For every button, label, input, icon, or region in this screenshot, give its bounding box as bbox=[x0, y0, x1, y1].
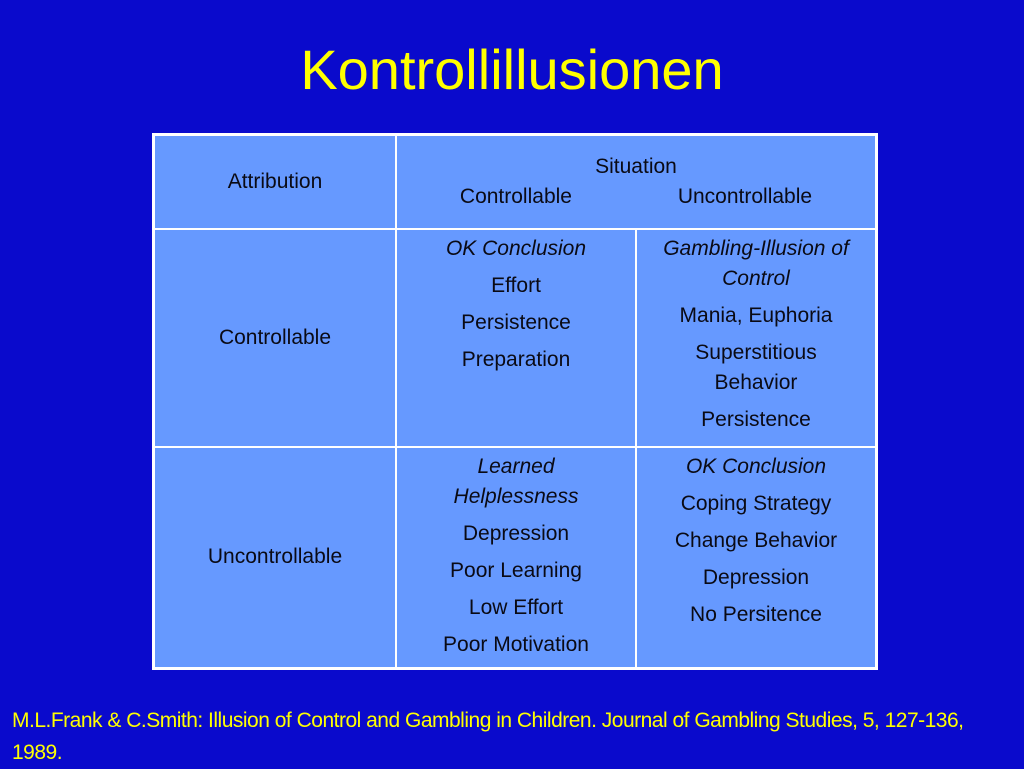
citation-footer: M.L.Frank & C.Smith: Illusion of Control and Gambling in Children. Journal of Gambling Studies, 5, 127-136, 1989. bbox=[12, 709, 964, 764]
cell-item: Mania, Euphoria bbox=[679, 303, 833, 327]
cell-item: Low Effort bbox=[468, 595, 564, 619]
situation-header-cell bbox=[396, 135, 877, 229]
table-header-row bbox=[154, 135, 877, 229]
cell-item: Poor Learning bbox=[450, 558, 582, 582]
row-label-controllable: Controllable bbox=[154, 229, 397, 447]
cell-item: Persistence bbox=[701, 407, 811, 431]
cell-heading: OK Conclusion bbox=[685, 454, 827, 478]
cell-item: Preparation bbox=[461, 347, 571, 371]
column-header-uncontrollable: Uncontrollable bbox=[677, 184, 813, 208]
cell-item: Persistence bbox=[461, 310, 571, 334]
attribution-situation-table bbox=[152, 133, 878, 670]
attribution-header-cell: Attribution bbox=[154, 135, 397, 229]
column-header-controllable: Controllable bbox=[459, 184, 572, 208]
table-row bbox=[154, 447, 877, 669]
cell-item: Poor Motivation bbox=[443, 632, 589, 656]
cell-heading: Learned Helplessness bbox=[453, 454, 579, 508]
situation-label: Situation bbox=[595, 154, 677, 178]
row-label-uncontrollable: Uncontrollable bbox=[154, 447, 397, 669]
cell-item: Depression bbox=[462, 521, 570, 545]
cell-item: Superstitious Behavior bbox=[695, 340, 817, 394]
slide-title: Kontrollillusionen bbox=[300, 38, 724, 101]
cell-item: Depression bbox=[702, 565, 810, 589]
cell-item: Effort bbox=[491, 273, 541, 297]
cell-item: Change Behavior bbox=[674, 528, 838, 552]
cell-item: Coping Strategy bbox=[680, 491, 832, 515]
table-row bbox=[154, 229, 877, 447]
cell-item: No Persitence bbox=[690, 602, 822, 626]
cell-uncontrollable-controllable bbox=[396, 447, 636, 669]
cell-controllable-uncontrollable bbox=[636, 229, 877, 447]
cell-controllable-controllable bbox=[396, 229, 636, 447]
cell-heading: Gambling-Illusion of Control bbox=[663, 236, 849, 290]
cell-uncontrollable-uncontrollable bbox=[636, 447, 877, 669]
cell-heading: OK Conclusion bbox=[445, 236, 587, 260]
